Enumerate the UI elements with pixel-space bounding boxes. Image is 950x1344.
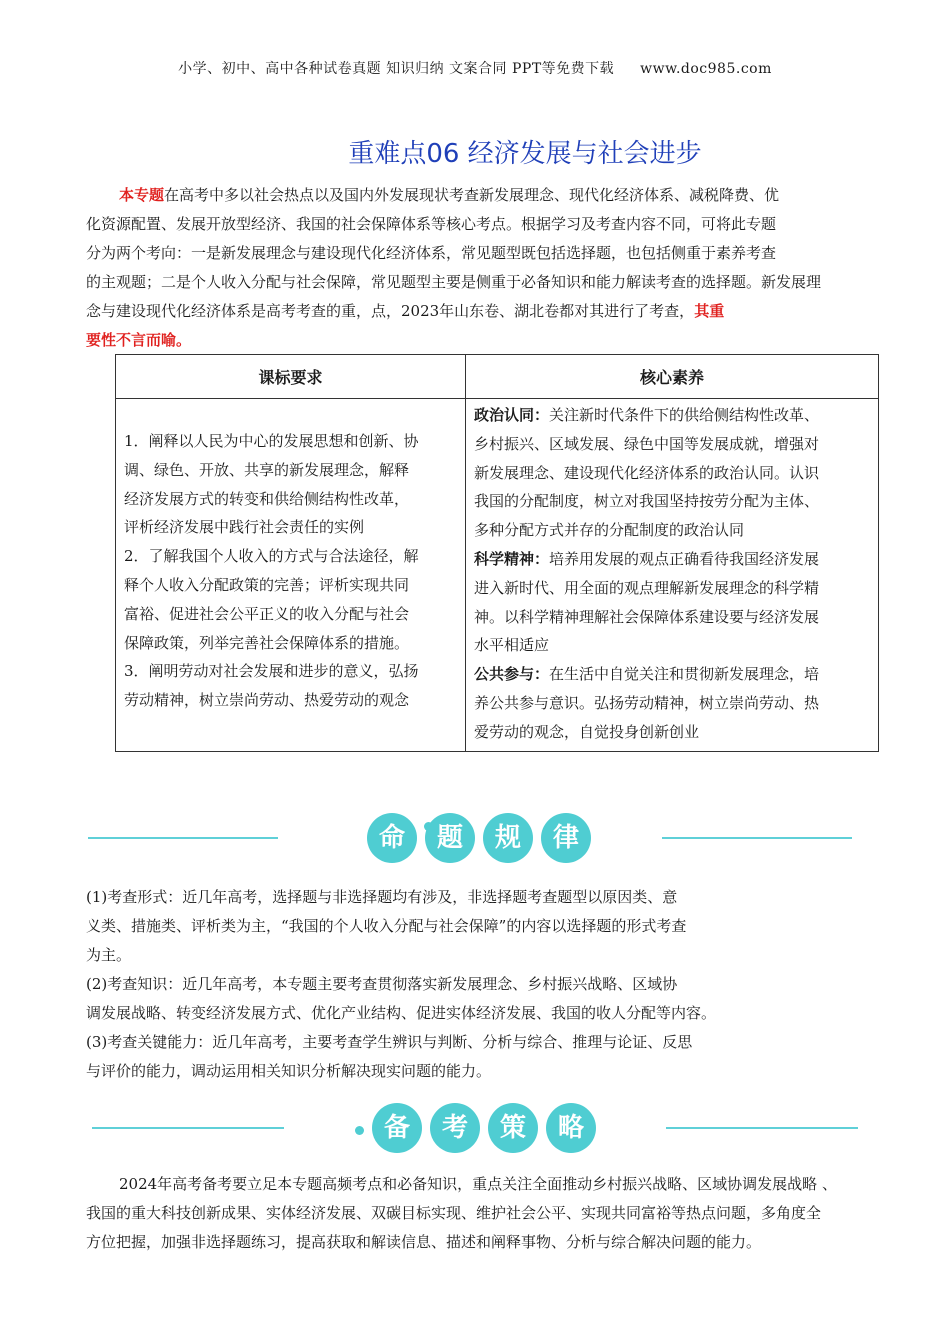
divider-line [662, 837, 852, 839]
section-banner-strategy [0, 1098, 950, 1158]
header-site-link[interactable]: www.doc985.com [640, 61, 772, 77]
cell-line: 经济发展方式的转变和供给侧结构性改革， [124, 489, 410, 508]
intro-line: 分为两个考向：一是新发展理念与建设现代化经济体系，常见题型既包括选择题，也包括侧重于素养考查 [86, 244, 777, 262]
banner-char: 备 [372, 1103, 422, 1153]
col-header-curriculum: 课标要求 [116, 355, 466, 399]
banner-char: 律 [541, 813, 591, 863]
cell-line: 养公共参与意识。弘扬劳动精神，树立崇尚劳动、热 [474, 693, 820, 712]
cell-line: 神。以科学精神理解社会保障体系建设要与经济发展 [474, 607, 820, 626]
cell-line: 乡村振兴、区域发展、绿色中国等发展成就，增强对 [474, 434, 820, 453]
rules-line: 与评价的能力，调动运用相关知识分析解决现实问题的能力。 [86, 1062, 492, 1080]
divider-line [92, 1127, 284, 1129]
intro-line: 念与建设现代化经济体系是高考考查的重，点，2023年山东卷、湖北卷都对其进行了考查，其重 [86, 302, 725, 320]
banner-char: 略 [546, 1103, 596, 1153]
table-header-row [116, 355, 879, 399]
cell-line: 我国的分配制度，树立对我国坚持按劳分配为主体、 [474, 492, 820, 511]
intro-lead: 本专题 [119, 186, 165, 204]
keyword-participation: 公共参与： [474, 665, 550, 684]
strategy-line: 方位把握，加强非选择题练习，提高获取和解读信息、描述和阐释事物、分析与综合解决问题的能力。 [86, 1233, 762, 1251]
intro-emphasis: 要性不言而喻。 [86, 331, 192, 349]
cell-line: 科学精神：培养用发展的观点正确看待我国经济发展 [474, 549, 820, 568]
banner-char: 策 [488, 1103, 538, 1153]
intro-line: 的主观题；二是个人收入分配与社会保障，常见题型主要是侧重于必备知识和能力解读考查的选择题。新发展理 [86, 273, 822, 291]
cell-line: 富裕、促进社会公平正义的收入分配与社会 [124, 604, 410, 623]
rules-line: (2)考查知识：近几年高考，本专题主要考查贯彻落实新发展理念、乡村振兴战略、区域协 [86, 975, 678, 993]
strategy-line: 我国的重大科技创新成果、实体经济发展、双碳目标实现、维护社会公平、实现共同富裕等热点问题，多角度全 [86, 1204, 822, 1222]
cell-line: 保障政策，列举完善社会保障体系的措施。 [124, 633, 410, 652]
intro-line: 本专题在高考中多以社会热点以及国内外发展现状考查新发展理念、现代化经济体系、减税降费、优 [119, 186, 780, 204]
requirements-table [115, 354, 879, 752]
divider-line [666, 1127, 858, 1129]
intro-line [86, 326, 916, 355]
page-header [0, 58, 950, 78]
banner-char: 规 [483, 813, 533, 863]
divider-line [88, 837, 278, 839]
cell-line: 2．了解我国个人收入的方式与合法途径，解 [124, 547, 419, 566]
strategy-paragraph [86, 1170, 926, 1257]
rules-line: 义类、措施类、评析类为主，“我国的个人收入分配与社会保障”的内容以选择题的形式考查 [86, 917, 687, 935]
header-text: 小学、初中、高中各种试卷真题 知识归纳 文案合同 PPT等免费下载 [178, 61, 615, 77]
curriculum-cell [116, 399, 466, 752]
keyword-political: 政治认同： [474, 406, 550, 424]
cell-line: 释个人收入分配政策的完善；评析实现共同 [124, 575, 410, 594]
competency-cell [466, 399, 879, 752]
cell-line: 公共参与：在生活中自觉关注和贯彻新发展理念，培 [474, 665, 820, 684]
banner-char: 题 [425, 813, 475, 863]
banner-char: 命 [367, 813, 417, 863]
col-header-competency: 核心素养 [466, 355, 879, 399]
cell-line: 多种分配方式并存的分配制度的政治认同 [474, 521, 745, 540]
cell-line: 水平相适应 [474, 636, 550, 655]
rules-line: 为主。 [86, 946, 132, 964]
strategy-line: 2024年高考备考要立足本专题高频考点和必备知识，重点关注全面推动乡村振兴战略、区域协调发展战略 、 [119, 1175, 837, 1193]
intro-line: 化资源配置、发展开放型经济、我国的社会保障体系等核心考点。根据学习及考查内容不同，可将此专题 [86, 215, 777, 233]
keyword-science: 科学精神： [474, 549, 550, 568]
cell-line: 政治认同：关注新时代条件下的供给侧结构性改革、 [474, 406, 820, 424]
banner-char: 考 [430, 1103, 480, 1153]
intro-paragraph [86, 181, 916, 355]
intro-emphasis: 其重 [694, 302, 725, 320]
cell-line: 爱劳动的观念，自觉投身创新创业 [474, 722, 700, 741]
exam-rules-section [86, 883, 916, 1086]
table-row [116, 399, 879, 752]
cell-line: 进入新时代、用全面的观点理解新发展理念的科学精 [474, 578, 820, 597]
rules-line: 调发展战略、转变经济发展方式、优化产业结构、促进实体经济发展、我国的收人分配等内容。 [86, 1004, 717, 1022]
cell-line: 调、绿色、开放、共享的新发展理念，解释 [124, 460, 410, 479]
cell-line: 3．阐明劳动对社会发展和进步的意义，弘扬 [124, 662, 419, 681]
cell-line: 劳动精神，树立崇尚劳动、热爱劳动的观念 [124, 691, 410, 710]
cell-line: 1．阐释以人民为中心的发展思想和创新、协 [124, 432, 419, 450]
cell-line: 评析经济发展中践行社会责任的实例 [124, 518, 365, 537]
cell-line: 新发展理念、建设现代化经济体系的政治认同。认识 [474, 463, 820, 482]
section-banner-rules [0, 808, 950, 868]
rules-line: (1)考查形式：近几年高考，选择题与非选择题均有涉及，非选择题考查题型以原因类、意 [86, 888, 678, 906]
rules-line: (3)考查关键能力：近几年高考，主要考查学生辨识与判断、分析与综合、推理与论证、反思 [86, 1033, 693, 1051]
banner-dot [355, 1126, 364, 1135]
page-title: 重难点06 经济发展与社会进步 [348, 139, 702, 169]
